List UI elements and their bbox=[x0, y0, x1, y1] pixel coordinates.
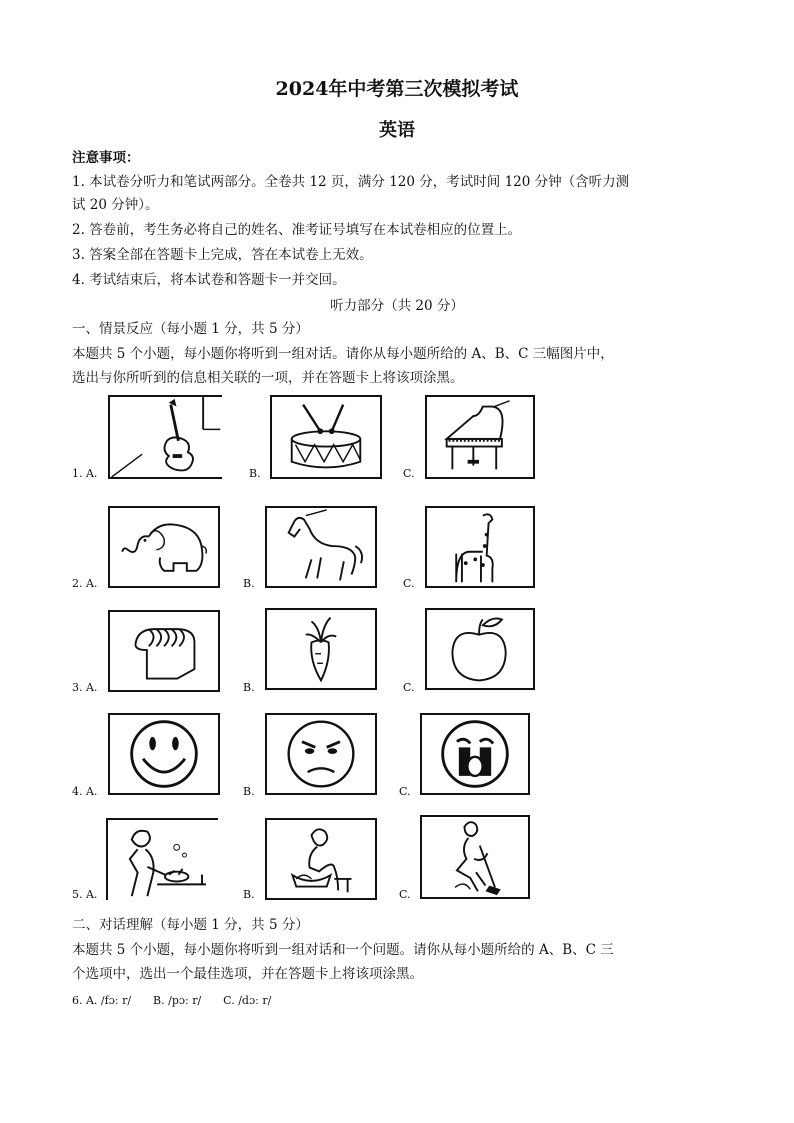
horse-icon bbox=[267, 508, 375, 586]
guitar-icon bbox=[110, 397, 222, 477]
q5-label-b: B. bbox=[243, 888, 255, 901]
person-washing-clothes-icon bbox=[267, 820, 375, 898]
q2-label-b: B. bbox=[243, 577, 255, 590]
apple-icon bbox=[427, 610, 533, 688]
notice-item-3: 3. 答案全部在答题卡上完成，答在本试卷上无效。 bbox=[72, 247, 373, 263]
q3-picture-a bbox=[108, 610, 220, 692]
notice-item-1: 1. 本试卷分听力和笔试两部分。全卷共 12 页，满分 120 分，考试时间 120 分钟（含听力测 bbox=[72, 174, 630, 190]
exam-title: 2024年中考第三次模拟考试 bbox=[275, 78, 519, 100]
q4-picture-a bbox=[108, 713, 220, 795]
q1-picture-a bbox=[108, 395, 222, 479]
q2-label-c: C. bbox=[403, 577, 415, 590]
q4-label-c: C. bbox=[399, 785, 411, 798]
exam-subject: 英语 bbox=[379, 120, 415, 141]
q2-picture-c bbox=[425, 506, 535, 588]
section1-title: 一、情景反应（每小题 1 分，共 5 分） bbox=[72, 321, 309, 337]
q4-label-a: 4. A. bbox=[72, 785, 98, 798]
carrot-icon bbox=[267, 610, 375, 688]
notice-item-4: 4. 考试结束后，将本试卷和答题卡一并交回。 bbox=[72, 272, 346, 288]
person-cooking-icon bbox=[108, 820, 218, 900]
q1-picture-c bbox=[425, 395, 535, 479]
q1-picture-b bbox=[270, 395, 382, 479]
q5-label-c: C. bbox=[399, 888, 411, 901]
crying-face-icon bbox=[422, 715, 528, 793]
q4-picture-b bbox=[265, 713, 377, 795]
q2-label-a: 2. A. bbox=[72, 577, 98, 590]
section1-instr-1: 本题共 5 个小题，每小题你将听到一组对话。请你从每小题所给的 A、B、C 三幅图片中， bbox=[72, 346, 614, 362]
person-sweeping-icon bbox=[422, 817, 528, 897]
q5-picture-c bbox=[420, 815, 530, 899]
q3-label-a: 3. A. bbox=[72, 681, 98, 694]
happy-face-icon bbox=[110, 715, 218, 793]
notice-item-2: 2. 答卷前，考生务必将自己的姓名、准考证号填写在本试卷相应的位置上。 bbox=[72, 222, 522, 238]
section2-instr-2: 个选项中，选出一个最佳选项，并在答题卡上将该项涂黑。 bbox=[72, 966, 423, 982]
listening-heading: 听力部分（共 20 分） bbox=[330, 298, 464, 314]
drum-icon bbox=[272, 397, 380, 477]
q4-label-b: B. bbox=[243, 785, 255, 798]
q1-label-a: 1. A. bbox=[72, 467, 98, 480]
q3-picture-c bbox=[425, 608, 535, 690]
q6-options: 6. A. /fɔː r/ B. /pɔː r/ C. /dɔː r/ bbox=[72, 994, 272, 1007]
bread-icon bbox=[110, 612, 218, 690]
section2-title: 二、对话理解（每小题 1 分，共 5 分） bbox=[72, 917, 309, 933]
q3-label-c: C. bbox=[403, 681, 415, 694]
notice-item-1-cont: 试 20 分钟）。 bbox=[72, 197, 159, 213]
angry-face-icon bbox=[267, 715, 375, 793]
q3-label-b: B. bbox=[243, 681, 255, 694]
q5-picture-a bbox=[106, 818, 218, 900]
q4-picture-c bbox=[420, 713, 530, 795]
q1-label-b: B. bbox=[249, 467, 261, 480]
q5-picture-b bbox=[265, 818, 377, 900]
q2-picture-a bbox=[108, 506, 220, 588]
q3-picture-b bbox=[265, 608, 377, 690]
notice-heading: 注意事项： bbox=[72, 150, 140, 166]
section1-instr-2: 选出与你所听到的信息相关联的一项，并在答题卡上将该项涂黑。 bbox=[72, 370, 464, 386]
q2-picture-b bbox=[265, 506, 377, 588]
giraffe-icon bbox=[427, 508, 533, 586]
q5-label-a: 5. A. bbox=[72, 888, 98, 901]
elephant-icon bbox=[110, 508, 218, 586]
piano-icon bbox=[427, 397, 533, 477]
section2-instr-1: 本题共 5 个小题，每小题你将听到一组对话和一个问题。请你从每小题所给的 A、B、C 三 bbox=[72, 942, 614, 958]
q1-label-c: C. bbox=[403, 467, 415, 480]
